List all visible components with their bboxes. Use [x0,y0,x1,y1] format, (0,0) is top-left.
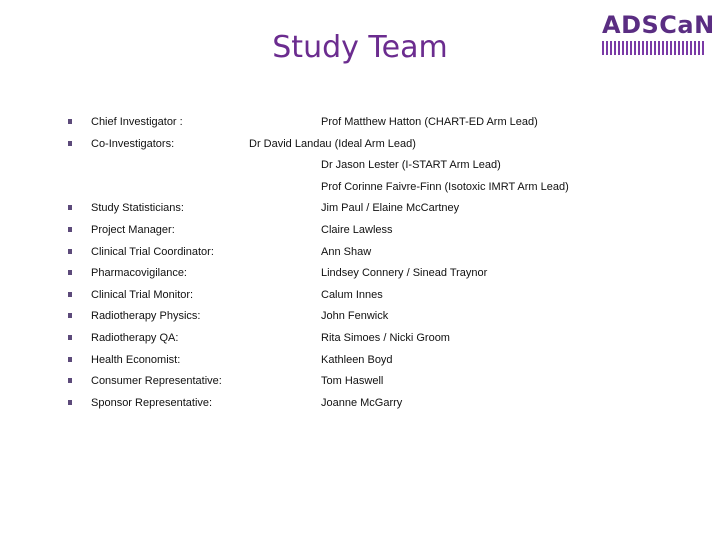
team-row [0,244,720,260]
logo-text: ADSCaN [602,11,715,39]
role-label: Chief Investigator : [91,116,183,128]
team-row [0,330,720,346]
role-label: Consumer Representative: [91,375,222,387]
role-label: Radiotherapy Physics: [91,310,201,322]
team-row [0,287,720,303]
role-label: Study Statisticians: [91,202,184,214]
bullet-icon [68,400,72,405]
team-row-continuation [0,179,720,195]
member-name: Joanne McGarry [321,397,403,409]
role-label: Sponsor Representative: [91,397,213,409]
team-row [0,200,720,216]
member-name: Kathleen Boyd [321,354,393,366]
bullet-icon [68,270,72,275]
role-label: Co-Investigators: [91,138,175,150]
member-name: Rita Simoes / Nicki Groom [321,332,450,344]
bullet-icon [68,119,72,124]
member-name: Ann Shaw [321,246,372,258]
member-name: Prof Matthew Hatton (CHART-ED Arm Lead) [321,116,538,128]
team-row [0,136,720,152]
team-row [0,308,720,324]
team-row-continuation [0,157,720,173]
member-name: John Fenwick [321,310,389,322]
team-row [0,114,720,130]
member-name: Claire Lawless [321,224,393,236]
bullet-icon [68,205,72,210]
role-label: Pharmacovigilance: [91,267,187,279]
bullet-icon [68,335,72,340]
member-name: Dr Jason Lester (I-START Arm Lead) [321,159,501,171]
bullet-icon [68,378,72,383]
role-label: Health Economist: [91,354,181,366]
bullet-icon [68,313,72,318]
team-row [0,352,720,368]
role-label: Radiotherapy QA: [91,332,179,344]
member-name: Prof Corinne Faivre-Finn (Isotoxic IMRT Arm Lead) [321,181,569,193]
role-label: Project Manager: [91,224,175,236]
member-name: Calum Innes [321,289,383,301]
member-name: Tom Haswell [321,375,384,387]
team-row [0,395,720,411]
slide-title: Study Team [272,30,448,65]
team-row [0,222,720,238]
member-name: Dr David Landau (Ideal Arm Lead) [249,138,416,150]
member-name: Lindsey Connery / Sinead Traynor [321,267,488,279]
member-name: Jim Paul / Elaine McCartney [321,202,460,214]
bullet-icon [68,227,72,232]
bullet-icon [68,141,72,146]
bullet-icon [68,249,72,254]
bullet-icon [68,292,72,297]
team-row [0,265,720,281]
team-row [0,373,720,389]
role-label: Clinical Trial Coordinator: [91,246,214,258]
bullet-icon [68,357,72,362]
role-label: Clinical Trial Monitor: [91,289,194,301]
